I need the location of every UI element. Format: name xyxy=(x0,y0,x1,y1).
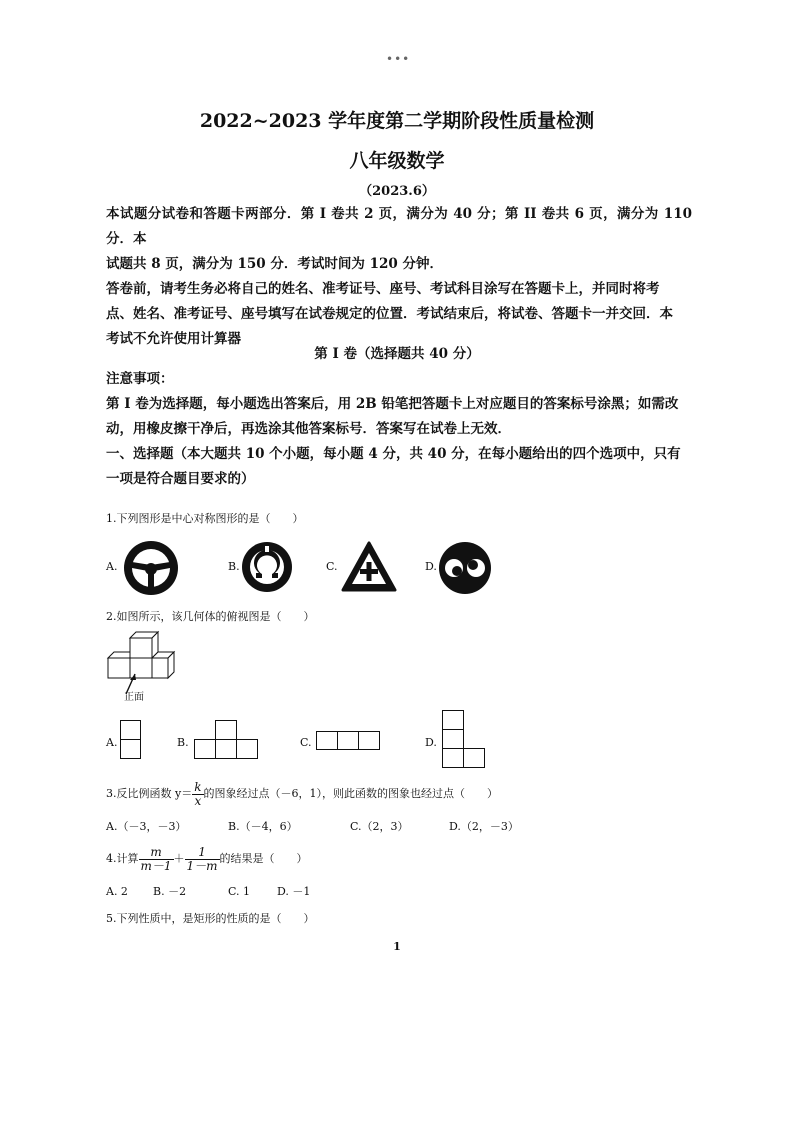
q4-fraction-2-numerator: 1 xyxy=(185,846,220,860)
q3-stem-start: 3.反比例函数 y＝ xyxy=(106,787,193,800)
q4-option-d: D. －1 xyxy=(277,885,311,898)
q4-fraction-2 xyxy=(185,846,220,873)
q3-option-b: B.（－4，6） xyxy=(228,820,298,833)
q2-option-a-figure xyxy=(120,720,142,760)
q4-option-a: A. 2 xyxy=(106,885,128,898)
q4-stem-end: 的结果是（ ） xyxy=(219,852,308,865)
q3-option-c: C.（2，3） xyxy=(350,820,409,833)
q4-stem xyxy=(106,844,308,874)
intro-line: 考试不允许使用计算器 xyxy=(106,331,241,347)
notice-title: 注意事项： xyxy=(106,371,174,387)
exam-title: 2022~2023 学年度第二学期阶段性质量检测 xyxy=(199,110,595,132)
warning-cross-icon xyxy=(340,540,398,594)
subject-title: 八年级数学 xyxy=(349,150,445,172)
q2-option-b-label: B. xyxy=(177,736,189,749)
q5-stem: 5.下列性质中，是矩形的性质的是（ ） xyxy=(106,912,315,925)
q3-option-a: A.（－3，－3） xyxy=(106,820,187,833)
notice-line: 第 I 卷为选择题，每小题选出答案后，用 2B 铅笔把答题卡上对应题目的答案标号涂黑；如需改 xyxy=(106,396,679,412)
intro-paragraph xyxy=(106,202,692,352)
q4-fraction-1-numerator: m xyxy=(139,846,174,860)
q3-stem xyxy=(106,779,498,809)
q4-fraction-1-denominator: m－1 xyxy=(140,858,172,873)
notice-block xyxy=(106,367,692,492)
q3-stem-end: 的图象经过点（－6，1），则此函数的图象也经过点（ ） xyxy=(203,787,498,800)
q4-fraction-2-denominator: 1－m xyxy=(186,858,218,873)
q1-stem: 1.下列图形是中心对称图形的是（ ） xyxy=(106,512,304,525)
double-swirl-icon xyxy=(437,540,493,596)
front-view-label: 正面 xyxy=(124,692,144,703)
q4-plus-sign: ＋ xyxy=(173,852,185,865)
intro-line: 点、姓名、准考证号、座号填写在试卷规定的位置．考试结束后，将试卷、答题卡一并交回．本 xyxy=(106,306,673,322)
steering-wheel-icon xyxy=(120,538,182,598)
section-title: 第 I 卷（选择题共 40 分） xyxy=(314,346,480,362)
q1-option-d-label: D. xyxy=(425,560,437,573)
q1-option-c-label: C. xyxy=(326,560,338,573)
q4-fraction-1 xyxy=(139,846,174,873)
q2-option-c-figure xyxy=(316,731,380,751)
intro-line: 本试题分试卷和答题卡两部分．第 I 卷共 2 页，满分为 40 分；第 II 卷共 6 页，满分为 110 分．本 xyxy=(106,206,692,247)
q2-option-a-label: A. xyxy=(106,736,118,749)
q3-fraction xyxy=(192,781,203,808)
q4-stem-start: 4.计算 xyxy=(106,852,139,865)
q3-fraction-numerator: k xyxy=(194,779,202,794)
q2-stem: 2.如图所示，该几何体的俯视图是（ ） xyxy=(106,610,315,623)
part-heading-line: 一、选择题（本大题共 10 个小题，每小题 4 分，共 40 分，在每小题给出的四个选项中，只有 xyxy=(106,446,681,462)
q4-option-b: B. －2 xyxy=(153,885,187,898)
railway-logo-icon xyxy=(240,540,294,594)
q3-fraction-denominator: x xyxy=(194,793,202,808)
q2-option-d-figure xyxy=(442,710,486,768)
q4-option-c: C. 1 xyxy=(228,885,251,898)
page-number: 1 xyxy=(393,940,401,953)
q3-option-d: D.（2，－3） xyxy=(449,820,519,833)
q2-option-b-figure xyxy=(194,720,258,760)
q1-option-a-label: A. xyxy=(106,560,118,573)
top-dots: ••• xyxy=(386,52,411,66)
part-heading-line: 一项是符合题目要求的） xyxy=(106,471,255,487)
intro-line: 答卷前，请考生务必将自己的姓名、准考证号、座号、考试科目涂写在答题卡上，并同时将考 xyxy=(106,281,660,297)
exam-date: （2023.6） xyxy=(359,184,435,199)
notice-line: 动，用橡皮擦干净后，再选涂其他答案标号．答案写在试卷上无效． xyxy=(106,421,511,437)
intro-line: 试题共 8 页，满分为 150 分．考试时间为 120 分钟． xyxy=(106,256,443,272)
q2-option-c-label: C. xyxy=(300,736,312,749)
q2-option-d-label: D. xyxy=(425,736,437,749)
q1-option-b-label: B. xyxy=(228,560,240,573)
